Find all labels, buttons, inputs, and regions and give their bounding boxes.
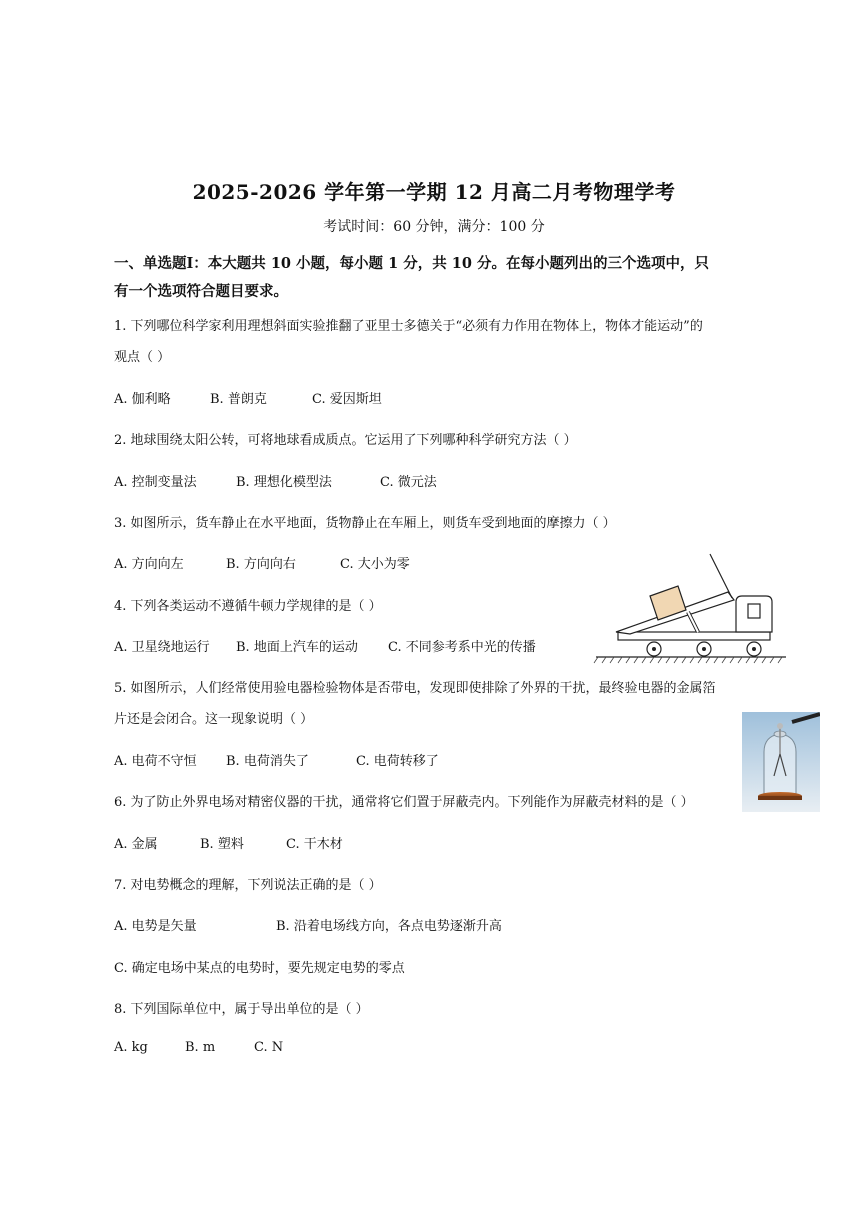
question-3-option-b[interactable]: B. 方向向右: [226, 557, 296, 572]
question-1-option-a[interactable]: A. 伽利略: [114, 392, 171, 407]
truck-figure: [590, 552, 790, 666]
exam-title: 2025-2026 学年第一学期 12 月高二月考物理学考: [192, 180, 676, 204]
section-heading-line-2: 有一个选项符合题目要求。: [114, 283, 288, 300]
exam-subtitle: 考试时间：60 分钟，满分：100 分: [323, 219, 545, 235]
question-4-stem: 4. 下列各类运动不遵循牛顿力学规律的是（ ）: [114, 599, 382, 614]
section-heading: [114, 250, 764, 306]
question-5-option-c[interactable]: C. 电荷转移了: [356, 754, 439, 769]
question-2-stem: 2. 地球围绕太阳公转，可将地球看成质点。它运用了下列哪种科学研究方法（ ）: [114, 433, 577, 448]
question-8-option-b[interactable]: B. m: [185, 1040, 216, 1055]
question-6-option-b[interactable]: B. 塑料: [200, 837, 244, 852]
question-5-option-b[interactable]: B. 电荷消失了: [226, 754, 309, 769]
question-6-option-c[interactable]: C. 干木材: [286, 837, 343, 852]
question-5-stem-line-1: 5. 如图所示，人们经常使用验电器检验物体是否带电，发现即使排除了外界的干扰，最终验电器的金属箔: [114, 681, 716, 696]
question-4-option-c[interactable]: C. 不同参考系中光的传播: [388, 640, 536, 655]
section-heading-line-1: 一、单选题Ⅰ：本大题共 10 小题，每小题 1 分，共 10 分。在每小题列出的三个选项中，只: [114, 255, 710, 272]
electroscope-figure: [742, 712, 820, 812]
question-6-stem: 6. 为了防止外界电场对精密仪器的干扰，通常将它们置于屏蔽壳内。下列能作为屏蔽壳材料的是（ ）: [114, 795, 694, 810]
question-6-option-a[interactable]: A. 金属: [114, 837, 158, 852]
question-2-option-c[interactable]: C. 微元法: [380, 475, 437, 490]
question-8-stem: 8. 下列国际单位中，属于导出单位的是（ ）: [114, 1002, 369, 1017]
question-4-option-b[interactable]: B. 地面上汽车的运动: [236, 640, 358, 655]
question-1-stem-line-1: 1. 下列哪位科学家利用理想斜面实验推翻了亚里士多德关于“必须有力作用在物体上，物体才能运动”的: [114, 319, 703, 334]
question-7-option-b[interactable]: B. 沿着电场线方向，各点电势逐渐升高: [276, 919, 502, 934]
question-8-option-c[interactable]: C. N: [254, 1040, 284, 1055]
question-8-option-a[interactable]: A. kg: [114, 1040, 148, 1055]
question-7-option-a[interactable]: A. 电势是矢量: [114, 919, 197, 934]
question-2-option-a[interactable]: A. 控制变量法: [114, 475, 197, 490]
question-3-option-a[interactable]: A. 方向向左: [114, 557, 184, 572]
question-7-option-c[interactable]: C. 确定电场中某点的电势时，要先规定电势的零点: [114, 961, 405, 976]
question-1-option-c[interactable]: C. 爱因斯坦: [312, 392, 382, 407]
question-7-stem: 7. 对电势概念的理解，下列说法正确的是（ ）: [114, 878, 382, 893]
question-2-option-b[interactable]: B. 理想化模型法: [236, 475, 332, 490]
question-5-stem-line-2: 片还是会闭合。这一现象说明（ ）: [114, 712, 314, 727]
question-1-stem-line-2: 观点（ ）: [114, 350, 171, 365]
question-1-option-b[interactable]: B. 普朗克: [210, 392, 267, 407]
question-4-option-a[interactable]: A. 卫星绕地运行: [114, 640, 210, 655]
question-3-option-c[interactable]: C. 大小为零: [340, 557, 410, 572]
question-5-option-a[interactable]: A. 电荷不守恒: [114, 754, 197, 769]
question-3-stem: 3. 如图所示，货车静止在水平地面，货物静止在车厢上，则货车受到地面的摩擦力（ ）: [114, 516, 616, 531]
